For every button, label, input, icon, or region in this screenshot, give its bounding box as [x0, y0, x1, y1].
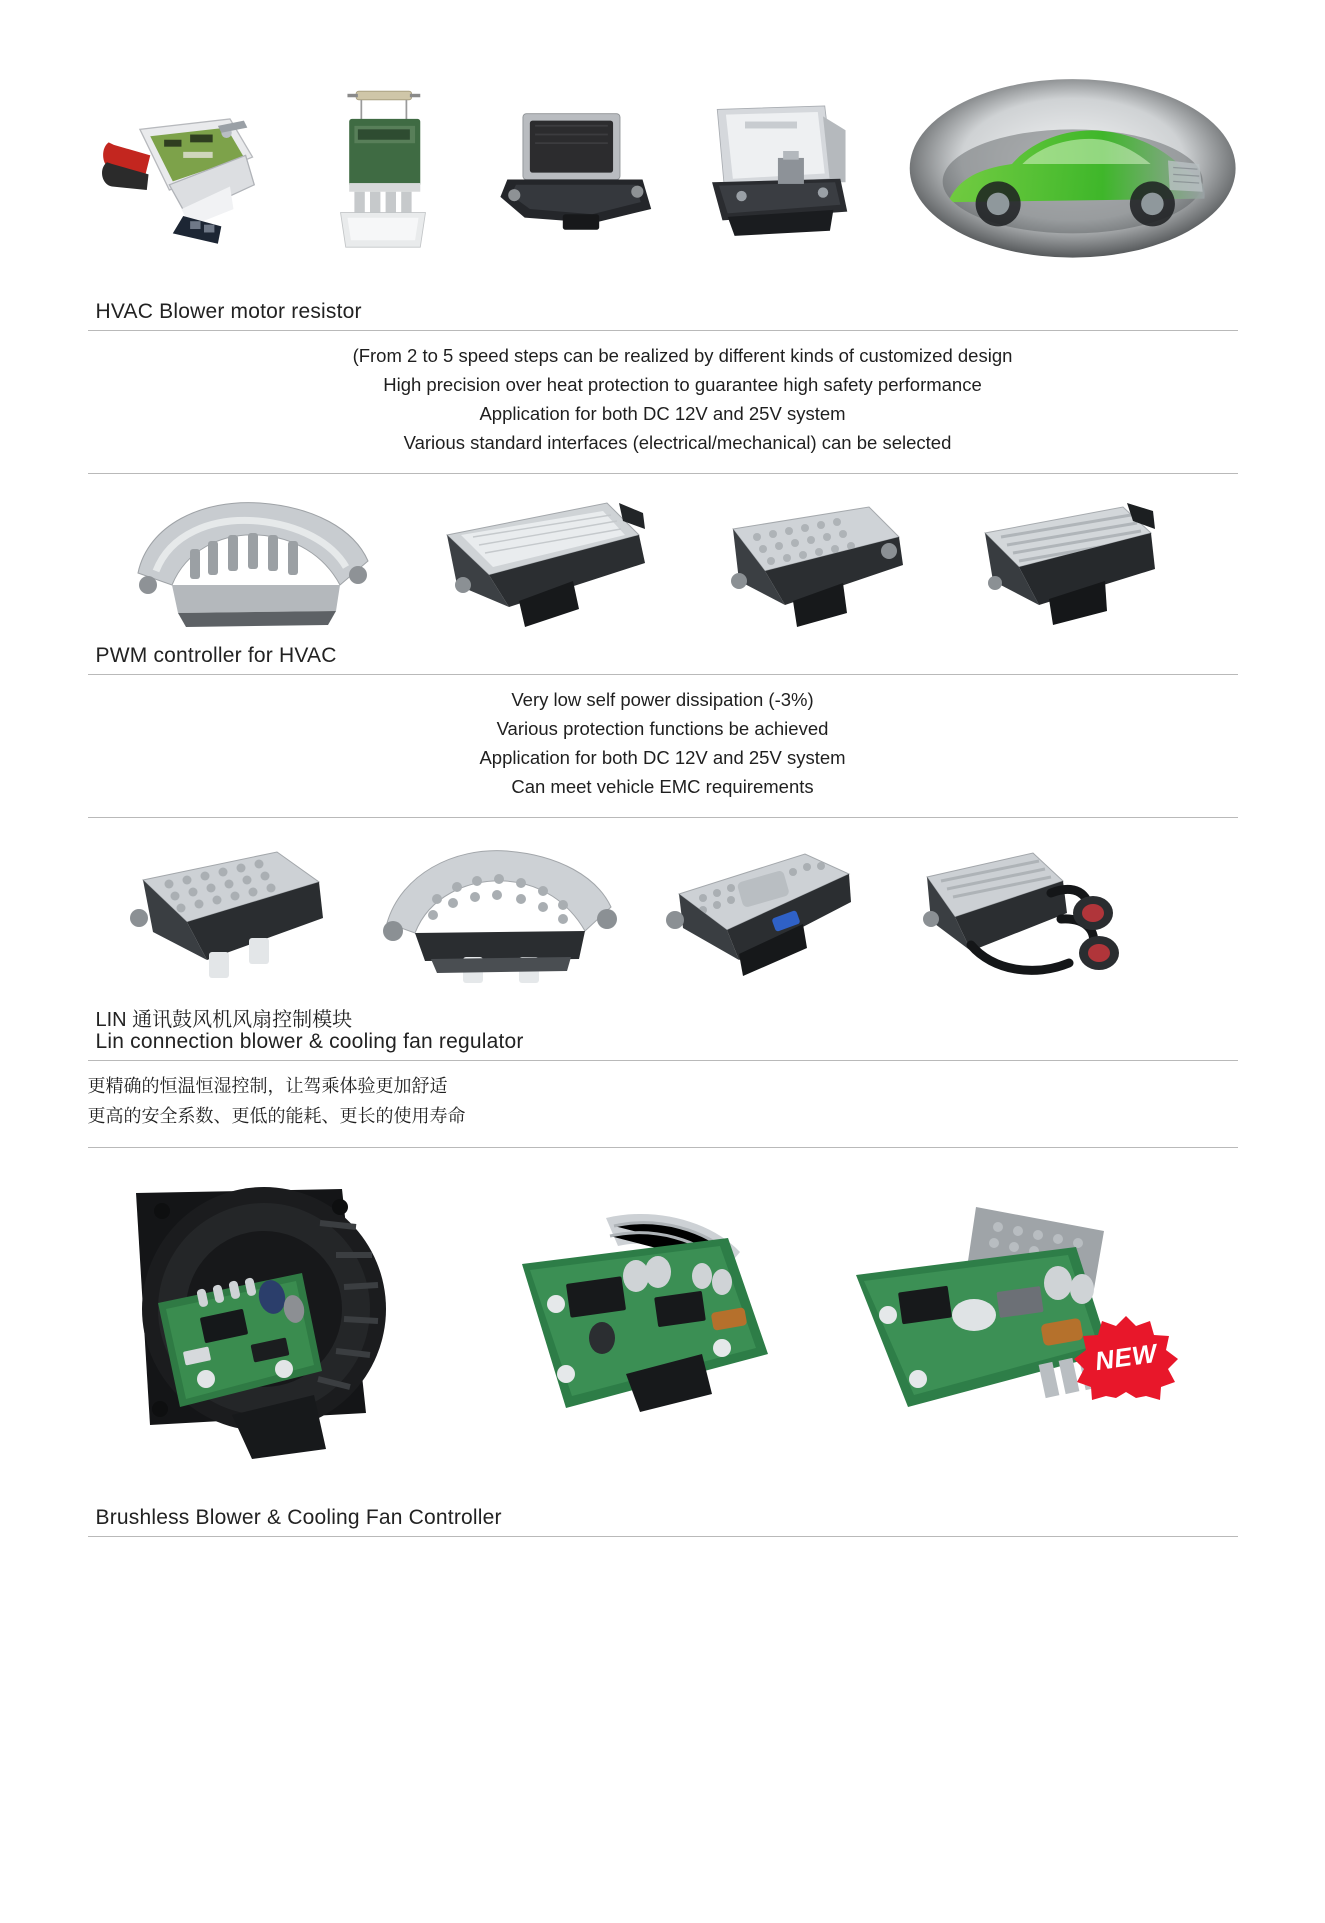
brushless-controller-pcb-photo — [506, 1198, 786, 1428]
divider — [88, 1536, 1238, 1537]
green-xray-car-illustration — [908, 63, 1237, 278]
finned-pwm-controller-photo — [693, 489, 913, 629]
bullet: (From 2 to 5 speed steps can be realized by different kinds of customized design — [352, 345, 1013, 366]
bullet: Application for both DC 12V and 25V system — [479, 403, 846, 424]
new-badge-label: NEW — [1092, 1337, 1159, 1376]
bullet: Various protection functions be achieved — [496, 718, 829, 739]
section-2-bullets — [88, 675, 1238, 811]
bullet: 更高的安全系数、更低的能耗、更长的使用寿命 — [87, 1106, 466, 1126]
section-hvac-blower-motor-resistor — [88, 0, 1238, 474]
product-image-row-2 — [88, 474, 1238, 644]
section-1-bullets — [88, 331, 1238, 467]
new-badge — [1074, 1314, 1178, 1400]
black-resistor-module-photo — [490, 95, 663, 245]
lin-regulator-with-cables-photo — [901, 831, 1131, 991]
product-image-row-1 — [88, 0, 1238, 300]
cast-aluminium-lin-regulator-photo — [643, 836, 873, 986]
bullet: 更精确的恒温恒湿控制，让驾乘体验更加舒适 — [87, 1076, 448, 1096]
product-image-row-4 — [88, 1148, 1238, 1478]
section-brushless-blower-cooling-fan-controller — [88, 1148, 1238, 1537]
blower-resistor-with-harness-photo — [100, 83, 282, 258]
curved-pin-fin-lin-regulator-photo — [371, 831, 621, 991]
section-3-bullets — [88, 1061, 1238, 1141]
section-pwm-controller-for-hvac — [88, 474, 1238, 818]
metal-housing-resistor-photo — [693, 88, 866, 253]
flat-aluminium-pwm-controller-photo — [423, 489, 653, 629]
curved-aluminium-pwm-controller-photo — [128, 489, 378, 629]
bullet: Can meet vehicle EMC requirements — [511, 776, 814, 797]
section-3-caption-chinese: LIN 通讯鼓风机风扇控制模块 — [95, 1009, 353, 1031]
section-lin-connection-blower-cooling-fan-regulator — [88, 818, 1238, 1148]
product-image-row-3 — [88, 818, 1238, 1003]
bullet: Application for both DC 12V and 25V system — [479, 747, 846, 768]
bullet: Very low self power dissipation (-3%) — [511, 689, 814, 710]
section-2-caption: PWM controller for HVAC — [95, 644, 337, 667]
section-1-caption: HVAC Blower motor resistor — [95, 300, 362, 323]
section-4-caption: Brushless Blower & Cooling Fan Controller — [95, 1506, 502, 1529]
green-resistor-module-photo — [318, 73, 448, 268]
bullet: High precision over heat protection to guarantee high safety performance — [383, 374, 982, 395]
section-3-caption: Lin connection blower & cooling fan regulator — [95, 1030, 524, 1053]
bullet: Various standard interfaces (electrical/mechanical) can be selected — [403, 432, 952, 453]
ribbed-pwm-controller-photo — [955, 489, 1165, 629]
pin-fin-lin-regulator-photo — [113, 836, 343, 986]
brushless-blower-with-pcb-photo — [106, 1163, 426, 1463]
